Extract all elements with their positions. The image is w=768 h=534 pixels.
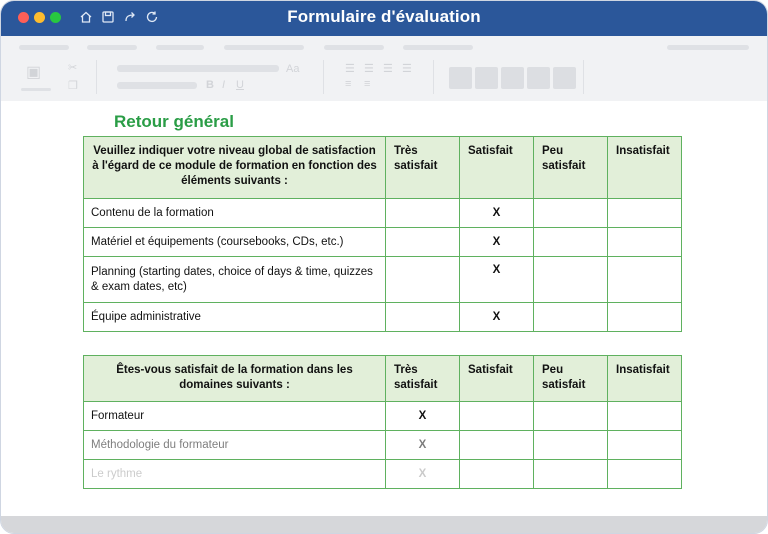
table-row — [84, 199, 682, 228]
rating-cell[interactable] — [534, 431, 608, 460]
rating-cell[interactable] — [386, 199, 460, 228]
col-header-satisfait: Satisfait — [460, 356, 534, 402]
rating-cell[interactable]: X — [386, 402, 460, 431]
satisfaction-table-module — [83, 136, 682, 332]
question-header: Veuillez indiquer votre niveau global de satisfaction à l'égard de ce module de formation en fonction des éléments suivants : — [84, 137, 386, 199]
rating-cell[interactable] — [460, 402, 534, 431]
rating-cell[interactable] — [534, 303, 608, 332]
satisfaction-table-domains — [83, 355, 682, 489]
align-right-icon[interactable]: ☰ — [383, 63, 393, 75]
ribbon-tab-placeholder[interactable] — [667, 45, 749, 50]
paste-icon[interactable]: ▣ — [26, 64, 42, 81]
ribbon-toolbar — [1, 36, 767, 101]
col-header-satisfait: Satisfait — [460, 137, 534, 199]
ribbon-tab-placeholder[interactable] — [156, 45, 204, 50]
ribbon-divider — [583, 60, 584, 94]
rating-cell[interactable]: X — [386, 431, 460, 460]
justify-icon[interactable]: ☰ — [402, 63, 412, 75]
rating-cell[interactable] — [386, 228, 460, 257]
row-label: Équipe administrative — [84, 303, 386, 332]
table-row — [84, 257, 682, 303]
row-label: Matériel et équipements (coursebooks, CDs, etc.) — [84, 228, 386, 257]
col-header-insatisfait: Insatisfait — [608, 137, 682, 199]
style-swatch[interactable] — [501, 67, 524, 89]
rating-cell[interactable] — [608, 303, 682, 332]
rating-cell[interactable] — [608, 431, 682, 460]
table-row — [84, 460, 682, 489]
row-label: Le rythme — [84, 460, 386, 489]
font-name-box[interactable] — [117, 65, 279, 72]
style-swatch[interactable] — [449, 67, 472, 89]
rating-cell[interactable] — [608, 402, 682, 431]
font-size-box[interactable] — [117, 82, 197, 89]
italic-icon[interactable]: I — [222, 79, 226, 91]
rating-cell[interactable] — [386, 257, 460, 303]
ribbon-tab-placeholder[interactable] — [87, 45, 137, 50]
rating-cell[interactable] — [608, 257, 682, 303]
col-header-insatisfait: Insatisfait — [608, 356, 682, 402]
rating-cell[interactable]: X — [460, 228, 534, 257]
rating-cell[interactable] — [534, 199, 608, 228]
table-header-row — [84, 356, 682, 402]
font-size-icon[interactable]: Aa — [286, 63, 300, 75]
ribbon-divider — [433, 60, 434, 94]
table-row — [84, 228, 682, 257]
style-swatch[interactable] — [553, 67, 576, 89]
row-label: Formateur — [84, 402, 386, 431]
ribbon-tab-placeholder[interactable] — [224, 45, 304, 50]
rating-cell[interactable]: X — [460, 199, 534, 228]
rating-cell[interactable]: X — [386, 460, 460, 489]
row-label: Planning (starting dates, choice of days & time, quizzes & exam dates, etc) — [84, 257, 386, 303]
col-header-tres-satisfait: Très satisfait — [386, 137, 460, 199]
rating-cell[interactable] — [534, 402, 608, 431]
window-title: Formulaire d'évaluation — [287, 7, 481, 26]
table-row — [84, 303, 682, 332]
ribbon-divider — [323, 60, 324, 94]
rating-cell[interactable] — [386, 303, 460, 332]
style-swatch[interactable] — [475, 67, 498, 89]
align-left-icon[interactable]: ☰ — [345, 63, 355, 75]
col-header-tres-satisfait: Très satisfait — [386, 356, 460, 402]
table-row — [84, 402, 682, 431]
rating-cell[interactable]: X — [460, 303, 534, 332]
title-bar — [1, 1, 767, 36]
cut-icon[interactable]: ✂ — [68, 62, 78, 74]
rating-cell[interactable]: X — [460, 257, 534, 303]
bold-icon[interactable]: B — [206, 79, 214, 91]
underline-icon[interactable]: U — [236, 79, 244, 91]
rating-cell[interactable] — [534, 228, 608, 257]
status-bar — [1, 516, 767, 534]
align-center-icon[interactable]: ☰ — [364, 63, 374, 75]
rating-cell[interactable] — [608, 199, 682, 228]
rating-cell[interactable] — [460, 460, 534, 489]
rating-cell[interactable] — [534, 460, 608, 489]
question-header: Êtes-vous satisfait de la formation dans les domaines suivants : — [84, 356, 386, 402]
row-label: Contenu de la formation — [84, 199, 386, 228]
document-page[interactable] — [1, 101, 767, 516]
rating-cell[interactable] — [608, 460, 682, 489]
section-heading: Retour général — [114, 112, 234, 131]
ribbon-divider — [96, 60, 97, 94]
paste-label-placeholder — [21, 88, 51, 91]
ribbon-tab-placeholder[interactable] — [403, 45, 473, 50]
table-row — [84, 431, 682, 460]
rating-cell[interactable] — [460, 431, 534, 460]
col-header-peu-satisfait: Peu satisfait — [534, 356, 608, 402]
row-label: Méthodologie du formateur — [84, 431, 386, 460]
table-header-row — [84, 137, 682, 199]
col-header-peu-satisfait: Peu satisfait — [534, 137, 608, 199]
copy-icon[interactable]: ❐ — [68, 80, 78, 92]
style-swatch[interactable] — [527, 67, 550, 89]
ribbon-tab-placeholder[interactable] — [19, 45, 69, 50]
rating-cell[interactable] — [534, 257, 608, 303]
list-icon[interactable]: ≡ — [345, 78, 352, 90]
numbered-list-icon[interactable]: ≡ — [364, 78, 371, 90]
rating-cell[interactable] — [608, 228, 682, 257]
ribbon-tab-placeholder[interactable] — [324, 45, 384, 50]
